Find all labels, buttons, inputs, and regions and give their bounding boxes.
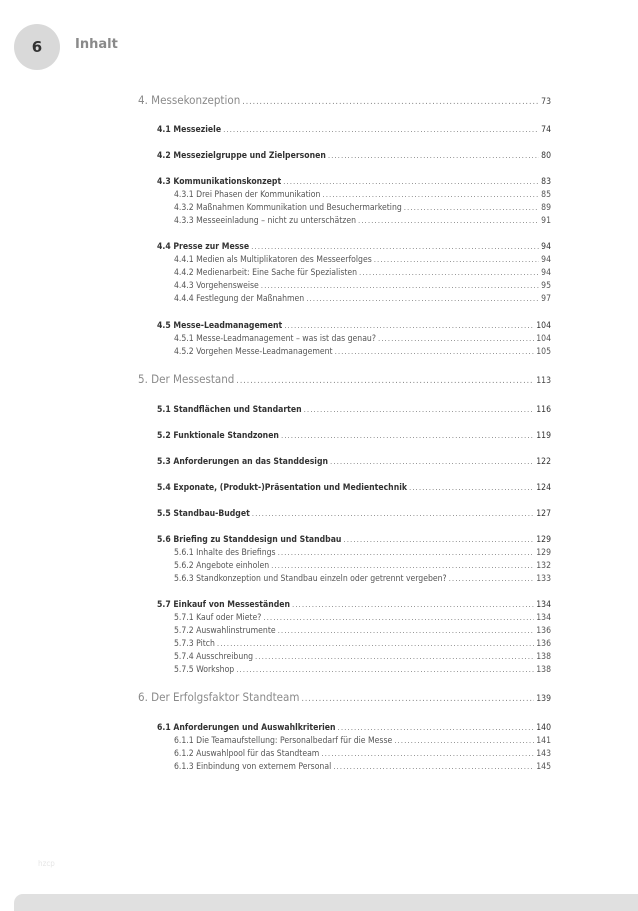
toc-entry-page: 74	[541, 125, 551, 135]
toc-entry-page: 95	[541, 281, 551, 291]
toc-entry-sub	[174, 560, 551, 572]
toc-entry-sub	[174, 267, 551, 279]
toc-entry-sub	[174, 651, 551, 663]
toc-entry-page: 83	[541, 177, 551, 187]
toc-leader-dots	[281, 430, 534, 441]
toc-leader-dots	[217, 638, 534, 649]
toc-entry-section	[157, 320, 551, 332]
toc-entry-page: 134	[536, 613, 551, 623]
toc-leader-dots	[255, 651, 534, 662]
toc-entry-title: 4.3.3 Messeeinladung – nicht zu unterschätzen	[174, 216, 356, 226]
toc-leader-dots	[284, 320, 534, 331]
toc-entry-section	[157, 124, 551, 136]
toc-entry-title: 5.4 Exponate, (Produkt-)Präsentation und Medientechnik	[157, 483, 407, 493]
toc-entry-sub	[174, 293, 551, 305]
toc-entry-page: 91	[541, 216, 551, 226]
toc-entry-title: 5.7.3 Pitch	[174, 639, 215, 649]
toc-entry-page: 136	[536, 626, 551, 636]
toc-entry-page: 104	[536, 334, 551, 344]
toc-entry-section	[157, 241, 551, 253]
toc-entry-sub	[174, 280, 551, 292]
toc-entry-section	[157, 430, 551, 442]
toc-leader-dots	[333, 761, 534, 772]
toc-leader-dots	[321, 748, 534, 759]
toc-entry-page: 132	[536, 561, 551, 571]
toc-entry-title: 5.7.4 Ausschreibung	[174, 652, 254, 662]
toc-entry-page: 133	[536, 574, 551, 584]
toc-leader-dots	[394, 735, 534, 746]
toc-entry-section	[157, 508, 551, 520]
toc-leader-dots	[322, 189, 539, 200]
toc-leader-dots	[358, 215, 539, 226]
toc-entry-sub	[174, 346, 551, 358]
toc-entry-title: 6.1 Anforderungen und Auswahlkriterien	[157, 723, 336, 733]
toc-entry-sub	[174, 202, 551, 214]
toc-entry-page: 80	[541, 151, 551, 161]
toc-entry-page: 113	[536, 376, 551, 386]
toc-entry-title: 4.3.1 Drei Phasen der Kommunikation	[174, 190, 321, 200]
toc-entry-section	[157, 150, 551, 162]
toc-entry-sub	[174, 547, 551, 559]
toc-entry-title: 5.7 Einkauf von Messeständen	[157, 600, 290, 610]
toc-entry-page: 97	[541, 294, 551, 304]
toc-entry-page: 85	[541, 190, 551, 200]
toc-entry-page: 129	[536, 548, 551, 558]
watermark: hzcp	[38, 859, 55, 868]
toc-entry-sub	[174, 748, 551, 760]
toc-entry-page: 94	[541, 268, 551, 278]
toc-entry-title: 4.3 Kommunikationskonzept	[157, 177, 282, 187]
toc-leader-dots	[263, 612, 534, 623]
toc-entry-title: 5.5 Standbau-Budget	[157, 509, 250, 519]
toc-leader-dots	[374, 254, 539, 265]
toc-entry-title: 4.2 Messezielgruppe und Zielpersonen	[157, 151, 326, 161]
toc-entry-page: 89	[541, 203, 551, 213]
toc-entry-title: 4.5.1 Messe-Leadmanagement – was ist das genau?	[174, 334, 376, 344]
toc-leader-dots	[343, 534, 534, 545]
toc-entry-title: 4.5 Messe-Leadmanagement	[157, 321, 283, 331]
toc-leader-dots	[449, 573, 535, 584]
toc-entry-title: 5.6.2 Angebote einholen	[174, 561, 270, 571]
toc-entry-sub	[174, 638, 551, 650]
toc-entry-page: 119	[536, 431, 551, 441]
toc-entry-page: 124	[536, 483, 551, 493]
toc-entry-title: 5.6.3 Standkonzeption und Standbau einzeln oder getrennt vergeben?	[174, 574, 447, 584]
toc-leader-dots	[261, 280, 539, 291]
toc-entry-page: 122	[536, 457, 551, 467]
toc-entry-sub	[174, 333, 551, 345]
toc-entry-title: 5.7.2 Auswahlinstrumente	[174, 626, 276, 636]
toc-entry-page: 129	[536, 535, 551, 545]
toc-entry-page: 104	[536, 321, 551, 331]
toc-entry-page: 94	[541, 242, 551, 252]
toc-leader-dots	[328, 150, 539, 161]
toc-entry-title: 5.7.1 Kauf oder Miete?	[174, 613, 262, 623]
toc-entry-page: 73	[541, 97, 551, 107]
toc-entry-sub	[174, 573, 551, 585]
toc-leader-dots	[301, 694, 534, 705]
toc-entry-section	[157, 404, 551, 416]
toc-entry-page: 141	[536, 736, 551, 746]
toc-leader-dots	[278, 547, 535, 558]
toc-leader-dots	[330, 456, 534, 467]
toc-entry-title: 4.4.1 Medien als Multiplikatoren des Messeerfolges	[174, 255, 372, 265]
toc-entry-title: 5.3 Anforderungen an das Standdesign	[157, 457, 328, 467]
toc-entry-section	[157, 534, 551, 546]
toc-entry-title: 5.7.5 Workshop	[174, 665, 235, 675]
toc-leader-dots	[236, 376, 534, 387]
toc-leader-dots	[223, 124, 539, 135]
toc-leader-dots	[404, 202, 539, 213]
toc-entry-chapter	[138, 95, 551, 108]
toc-entry-sub	[174, 735, 551, 747]
toc-leader-dots	[306, 293, 539, 304]
toc-leader-dots	[242, 97, 539, 108]
toc-leader-dots	[359, 267, 539, 278]
toc-leader-dots	[335, 346, 535, 357]
toc-entry-page: 138	[536, 652, 551, 662]
toc-leader-dots	[338, 722, 535, 733]
toc-entry-title: 5.6.1 Inhalte des Briefings	[174, 548, 276, 558]
toc-entry-page: 94	[541, 255, 551, 265]
toc-entry-sub	[174, 664, 551, 676]
toc-entry-section	[157, 456, 551, 468]
toc-entry-chapter	[138, 374, 551, 387]
toc-entry-sub	[174, 254, 551, 266]
toc-entry-sub	[174, 625, 551, 637]
toc-entry-title: 4.5.2 Vorgehen Messe-Leadmanagement	[174, 347, 333, 357]
toc-leader-dots	[378, 333, 534, 344]
toc-entry-title: 5. Der Messestand	[138, 372, 235, 386]
toc-entry-chapter	[138, 692, 551, 705]
toc-entry-sub	[174, 612, 551, 624]
toc-entry-title: 4.4.4 Festlegung der Maßnahmen	[174, 294, 305, 304]
toc-leader-dots	[283, 176, 539, 187]
toc-entry-page: 139	[536, 694, 551, 704]
toc-entry-page: 105	[536, 347, 551, 357]
toc-entry-sub	[174, 189, 551, 201]
page-number: 6	[31, 38, 43, 56]
toc-entry-page: 134	[536, 600, 551, 610]
toc-entry-page: 140	[536, 723, 551, 733]
toc-entry-title: 6.1.2 Auswahlpool für das Standteam	[174, 749, 320, 759]
toc-leader-dots	[236, 664, 534, 675]
toc-entry-page: 116	[536, 405, 551, 415]
toc-entry-title: 4.1 Messeziele	[157, 125, 222, 135]
toc-entry-title: 4.4 Presse zur Messe	[157, 242, 250, 252]
toc-entry-title: 6. Der Erfolgsfaktor Standteam	[138, 690, 300, 704]
toc-entry-page: 127	[536, 509, 551, 519]
footer-bar	[14, 894, 638, 911]
toc-entry-section	[157, 722, 551, 734]
toc-entry-title: 5.1 Standflächen und Standarten	[157, 405, 302, 415]
toc-entry-title: 5.2 Funktionale Standzonen	[157, 431, 279, 441]
toc-leader-dots	[304, 404, 535, 415]
toc-entry-section	[157, 599, 551, 611]
toc-leader-dots	[292, 599, 534, 610]
toc-leader-dots	[252, 508, 534, 519]
toc-entry-title: 4.4.3 Vorgehensweise	[174, 281, 259, 291]
toc-leader-dots	[409, 482, 534, 493]
toc-leader-dots	[278, 625, 535, 636]
toc-entry-section	[157, 176, 551, 188]
toc-entry-sub	[174, 761, 551, 773]
toc-entry-page: 136	[536, 639, 551, 649]
toc-entry-title: 4. Messekonzeption	[138, 93, 241, 107]
toc-entry-page: 145	[536, 762, 551, 772]
toc-leader-dots	[251, 241, 539, 252]
toc-entry-title: 6.1.3 Einbindung von externem Personal	[174, 762, 332, 772]
toc-entry-page: 143	[536, 749, 551, 759]
toc-entry-page: 138	[536, 665, 551, 675]
toc-entry-section	[157, 482, 551, 494]
running-head-title: Inhalt	[75, 37, 118, 52]
toc-entry-title: 4.4.2 Medienarbeit: Eine Sache für Spezialisten	[174, 268, 358, 278]
toc-entry-title: 5.6 Briefing zu Standdesign und Standbau	[157, 535, 342, 545]
toc-entry-sub	[174, 215, 551, 227]
toc-entry-title: 6.1.1 Die Teamaufstellung: Personalbedarf für die Messe	[174, 736, 393, 746]
toc-leader-dots	[271, 560, 534, 571]
toc-entry-title: 4.3.2 Maßnahmen Kommunikation und Besuchermarketing	[174, 203, 402, 213]
